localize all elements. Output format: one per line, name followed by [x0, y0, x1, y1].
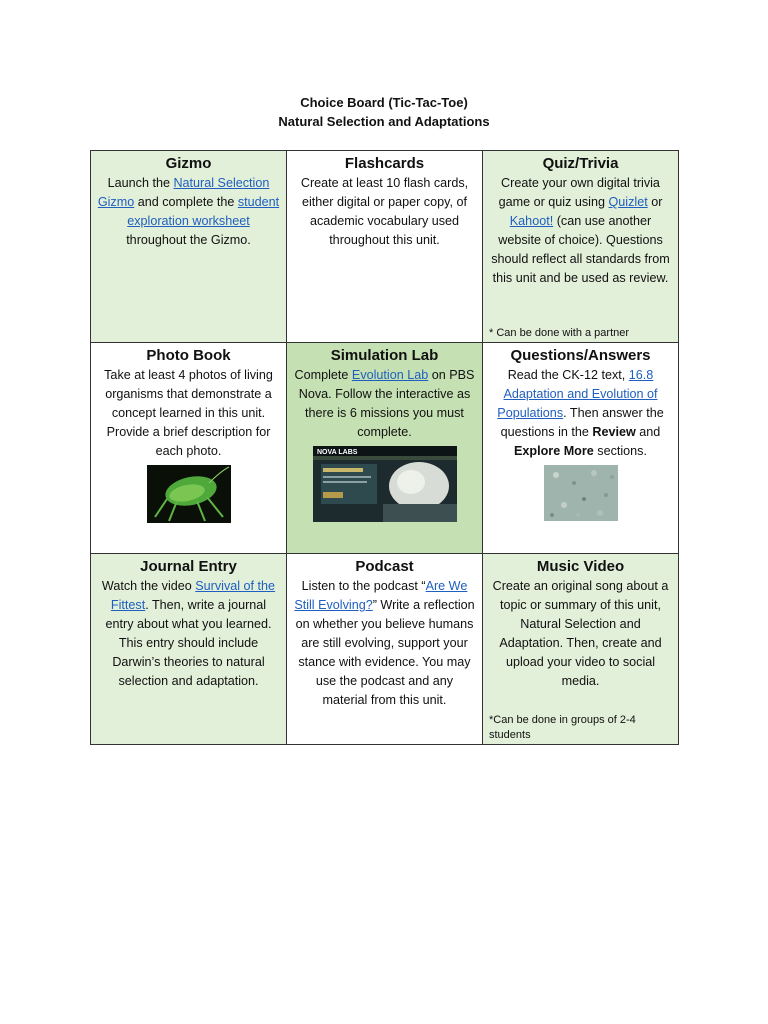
cell-photo-book: [91, 343, 287, 554]
text-span: Create your own digital trivia game or quiz using: [498, 176, 660, 209]
cell-body-photo-book: Take at least 4 photos of living organisms that demonstrate a concept learned in this unit. Provide a brief description for each photo.: [104, 368, 273, 458]
kahoot-link[interactable]: Kahoot!: [509, 214, 554, 228]
text-span: . Then answer the questions in the: [500, 406, 664, 439]
explore-more-bold: Explore More: [514, 444, 594, 458]
evolution-lab-link[interactable]: Evolution Lab: [351, 368, 429, 382]
cell-title-journal-entry: Journal Entry: [140, 558, 237, 575]
partner-note: * Can be done with a partner: [489, 327, 630, 339]
camouflage-photo: [544, 465, 618, 521]
cell-title-flashcards: Flashcards: [344, 155, 425, 172]
document-header: [0, 93, 768, 131]
cell-body-quiz: [488, 174, 673, 288]
choice-board-table: [90, 150, 679, 745]
cell-title-simulation-lab: Simulation Lab: [330, 347, 439, 364]
cell-body-music-video: Create an original song about a topic or summary of this unit, Natural Selection and Adaptation. Then, create and upload your video to social media.: [492, 579, 669, 688]
quizlet-link[interactable]: Quizlet: [608, 195, 648, 209]
are-we-still-evolving-link[interactable]: Are We Still Evolving?: [294, 579, 468, 612]
text-span: or: [647, 195, 663, 209]
text-span: Complete: [294, 368, 352, 382]
text-span: ” Write a reflection on whether you believe humans are still evolving, support your stance with evidence. You may use the podcast and any material from this unit.: [295, 598, 475, 707]
board-subtitle: Natural Selection and Adaptations: [278, 114, 490, 129]
text-span: Read the CK-12 text,: [507, 368, 629, 382]
cell-music-video: [483, 554, 679, 745]
text-span: (can use another website of choice). Questions should reflect all standards from this unit and be used as review.: [491, 214, 670, 285]
cell-body-flashcards: Create at least 10 flash cards, either digital or paper copy, of academic vocabulary used throughout this unit.: [300, 176, 469, 247]
review-bold: Review: [592, 425, 636, 439]
cell-body-podcast: [292, 577, 477, 710]
cell-gizmo: [91, 151, 287, 343]
cell-simulation-lab: [287, 343, 483, 554]
text-span: . Then, write a journal entry about what you learned. This entry should include Darwin’s theories to natural selection and adaptation.: [105, 598, 272, 688]
text-span: Launch the: [107, 176, 174, 190]
nova-labs-screenshot: [313, 446, 457, 522]
cell-title-gizmo: Gizmo: [165, 155, 212, 172]
student-exploration-worksheet-link[interactable]: student exploration worksheet: [127, 195, 280, 228]
cell-questions-answers: [483, 343, 679, 554]
text-span: and: [635, 425, 661, 439]
survival-of-the-fittest-link[interactable]: Survival of the Fittest: [110, 579, 276, 612]
cell-title-music-video: Music Video: [536, 558, 625, 575]
text-span: Watch the video: [101, 579, 196, 593]
cell-title-podcast: Podcast: [355, 558, 414, 575]
text-span: throughout the Gizmo.: [126, 233, 251, 247]
cell-flashcards: [287, 151, 483, 343]
katydid-photo: [147, 465, 231, 523]
cell-podcast: [287, 554, 483, 745]
cell-body-simulation-lab: [292, 366, 477, 442]
cell-body-gizmo: [96, 174, 281, 250]
cell-journal-entry: [91, 554, 287, 745]
ck12-adaptation-link[interactable]: 16.8 Adaptation and Evolution of Populations: [497, 368, 658, 420]
natural-selection-gizmo-link[interactable]: Natural Selection Gizmo: [97, 176, 270, 209]
cell-body-questions-answers: [488, 366, 673, 461]
groups-note: *Can be done in groups of 2-4 students: [489, 714, 636, 741]
text-span: on PBS Nova. Follow the interactive as there is 6 missions you must complete.: [298, 368, 475, 439]
cell-title-quiz: Quiz/Trivia: [542, 155, 619, 172]
board-title: Choice Board (Tic-Tac-Toe): [300, 95, 468, 110]
cell-title-photo-book: Photo Book: [146, 347, 231, 364]
cell-quiz: [483, 151, 679, 343]
cell-title-questions-answers: Questions/Answers: [510, 347, 651, 364]
text-span: Listen to the podcast “: [301, 579, 426, 593]
nova-labs-logo-text: NOVA LABS: [316, 449, 357, 456]
text-span: sections.: [593, 444, 647, 458]
text-span: and complete the: [134, 195, 238, 209]
cell-body-journal-entry: [96, 577, 281, 691]
